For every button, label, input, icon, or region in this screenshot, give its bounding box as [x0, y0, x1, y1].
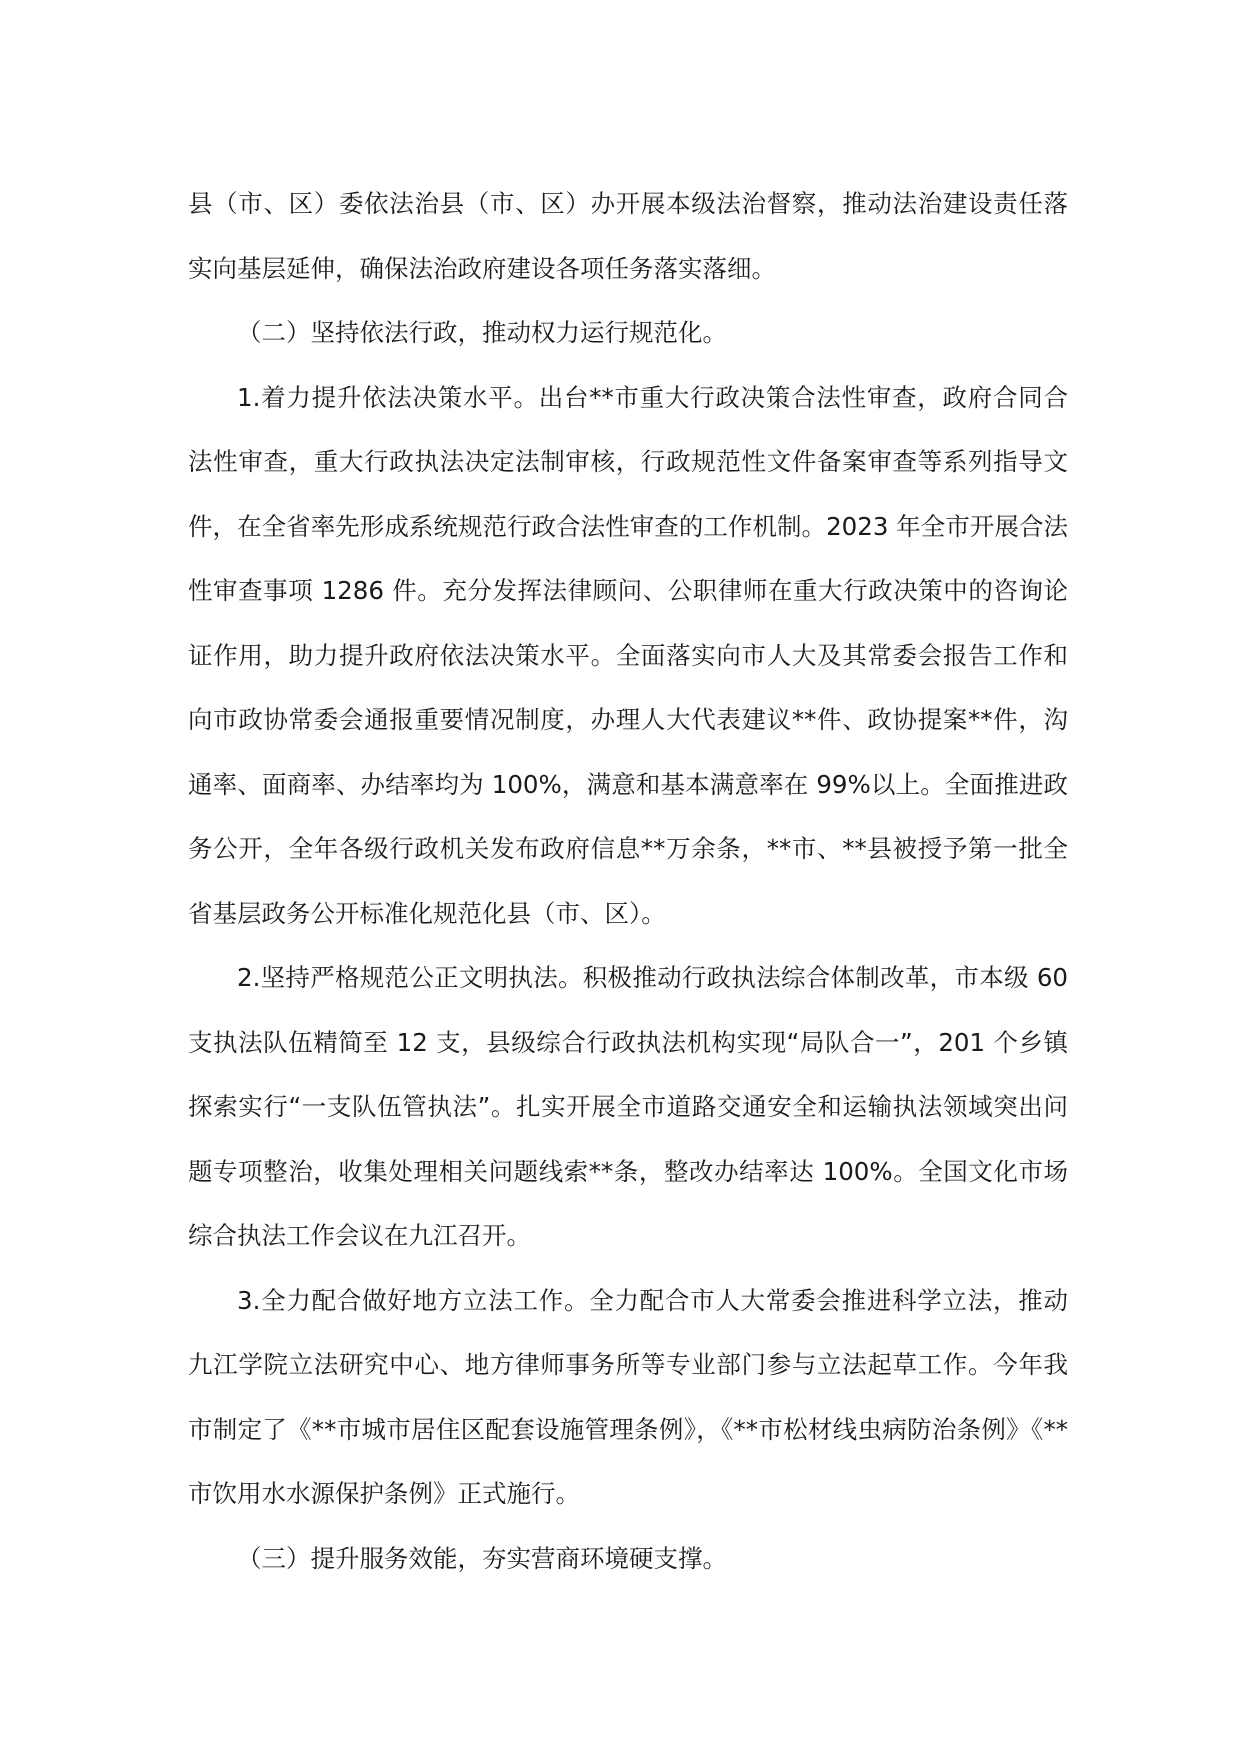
body-paragraph-decision-making: 1.着力提升依法决策水平。出台**市重大行政决策合法性审查，政府合同合法性审查，重大行政执法决定法制审核，行政规范性文件备案审查等系列指导文件，在全省率先形成系统规范行政合法性审查的工作机制。2023 年全市开展合法性审查事项 1286 件。充分发挥法律顾问、公职律师在重大行政决策中的咨询论证作用，助力提升政府依法决策水平。全面落实向市人大及其常委会报告工作和向市政协常委会通报重要情况制度，办理人大代表建议**件、政协提案**件，沟通率、面商率、办结率均为 100%，满意和基本满意率在 99%以上。全面推进政务公开，全年各级行政机关发布政府信息**万余条，**市、**县被授予第一批全省基层政务公开标准化规范化县（市、区）。 [188, 382, 1068, 928]
body-paragraph-law-enforcement: 2.坚持严格规范公正文明执法。积极推动行政执法综合体制改革，市本级 60 支执法队伍精简至 12 支，县级综合行政执法机构实现“局队合一”，201 个乡镇探索实行“一支队伍管执法”。扎实开展全市道路交通安全和运输执法领域突出问题专项整治，收集处理相关问题线索**条，整改办结率达 100%。全国文化市场综合执法工作会议在九江召开。 [188, 963, 1068, 1250]
section-heading-3: （三）提升服务效能，夯实营商环境硬支撑。 [237, 1543, 727, 1573]
continuation-paragraph: 县（市、区）委依法治县（市、区）办开展本级法治督察，推动法治建设责任落实向基层延伸，确保法治政府建设各项任务落实落细。 [188, 189, 1068, 283]
document-body [188, 172, 1068, 1591]
section-heading-2: （二）坚持依法行政，推动权力运行规范化。 [237, 318, 727, 347]
body-paragraph-local-legislation: 3.全力配合做好地方立法工作。全力配合市人大常委会推进科学立法，推动九江学院立法研究中心、地方律师事务所等专业部门参与立法起草工作。今年我市制定了《**市城市居住区配套设施管理条例》，《**市松材线虫病防治条例》《**市饮用水水源保护条例》正式施行。 [188, 1285, 1068, 1508]
